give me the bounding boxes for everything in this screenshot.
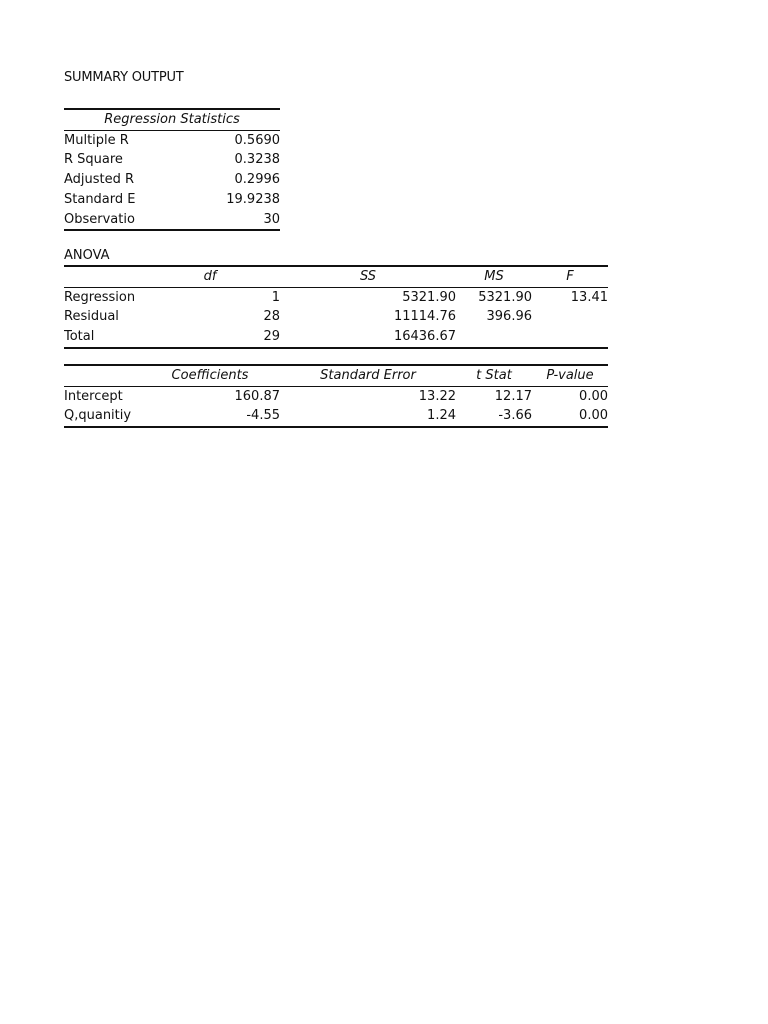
- stat-label: Observatio: [64, 210, 140, 231]
- anova-header-row: [64, 266, 608, 287]
- summary-output-title: SUMMARY OUTPUT: [64, 70, 184, 85]
- anova-row-label: Total: [64, 327, 140, 348]
- regression-statistics-table: [64, 108, 280, 231]
- table-row: [64, 327, 608, 348]
- coef-header-coefficients: Coefficients: [140, 365, 280, 386]
- anova-row-label: Regression: [64, 289, 136, 305]
- stat-value: 30: [140, 210, 280, 231]
- coef-standard-error: 1.24: [280, 406, 456, 427]
- anova-ss: 5321.90: [402, 289, 456, 305]
- stat-value: 19.9238: [226, 191, 281, 207]
- regression-statistics-header-row: [64, 109, 280, 130]
- coef-t-stat: -3.66: [456, 406, 532, 427]
- stat-value: 0.3238: [234, 152, 281, 168]
- stat-label: Standard E: [64, 191, 136, 207]
- coef-header-blank: [64, 365, 140, 386]
- anova-ms: [456, 327, 532, 348]
- anova-table: [64, 265, 608, 349]
- table-row: [64, 190, 280, 210]
- anova-ss: 11114.76: [393, 309, 456, 325]
- anova-ss: 16436.67: [280, 327, 456, 348]
- table-row: [64, 210, 280, 231]
- anova-ms: 396.96: [486, 309, 532, 325]
- anova-ms: 5321.90: [478, 289, 532, 305]
- anova-row-label: Residual: [64, 309, 119, 325]
- coef-header-t-stat: t Stat: [456, 365, 532, 386]
- stat-value: 0.2996: [234, 172, 281, 188]
- table-row: [64, 287, 608, 307]
- anova-header-df: df: [140, 266, 280, 287]
- coef-value: -4.55: [140, 406, 280, 427]
- stat-label: R Square: [64, 152, 123, 168]
- anova-header-f: F: [532, 266, 608, 287]
- stat-value: 0.5690: [234, 132, 281, 148]
- anova-f: [532, 327, 608, 348]
- table-row: [64, 150, 280, 170]
- regression-statistics-header: Regression Statistics: [64, 109, 280, 130]
- anova-df: 1: [271, 289, 280, 305]
- table-row: [64, 130, 280, 150]
- anova-header-ms: MS: [456, 266, 532, 287]
- table-row: [64, 406, 608, 427]
- table-row: [64, 307, 608, 327]
- coef-p-value: 0.00: [579, 388, 608, 404]
- coef-p-value: 0.00: [532, 406, 608, 427]
- coefficients-table: [64, 364, 608, 428]
- table-row: [64, 386, 608, 406]
- table-row: [64, 170, 280, 190]
- anova-f: 13.41: [570, 289, 608, 305]
- stat-label: Multiple R: [64, 132, 129, 148]
- coef-header-standard-error: Standard Error: [280, 365, 456, 386]
- anova-f: [532, 307, 608, 327]
- coef-value: 160.87: [234, 388, 280, 404]
- anova-df: 29: [140, 327, 280, 348]
- coef-row-label: Q,quanitiy: [64, 406, 140, 427]
- coef-standard-error: 13.22: [418, 388, 456, 404]
- coef-t-stat: 12.17: [494, 388, 532, 404]
- stat-label: Adjusted R: [64, 172, 135, 188]
- coefficients-header-row: [64, 365, 608, 386]
- anova-header-ss: SS: [280, 266, 456, 287]
- anova-label: ANOVA: [64, 248, 110, 263]
- anova-df: 28: [263, 309, 280, 325]
- coef-row-label: Intercept: [64, 388, 123, 404]
- coef-header-p-value: P-value: [532, 365, 608, 386]
- anova-header-blank: [64, 266, 140, 287]
